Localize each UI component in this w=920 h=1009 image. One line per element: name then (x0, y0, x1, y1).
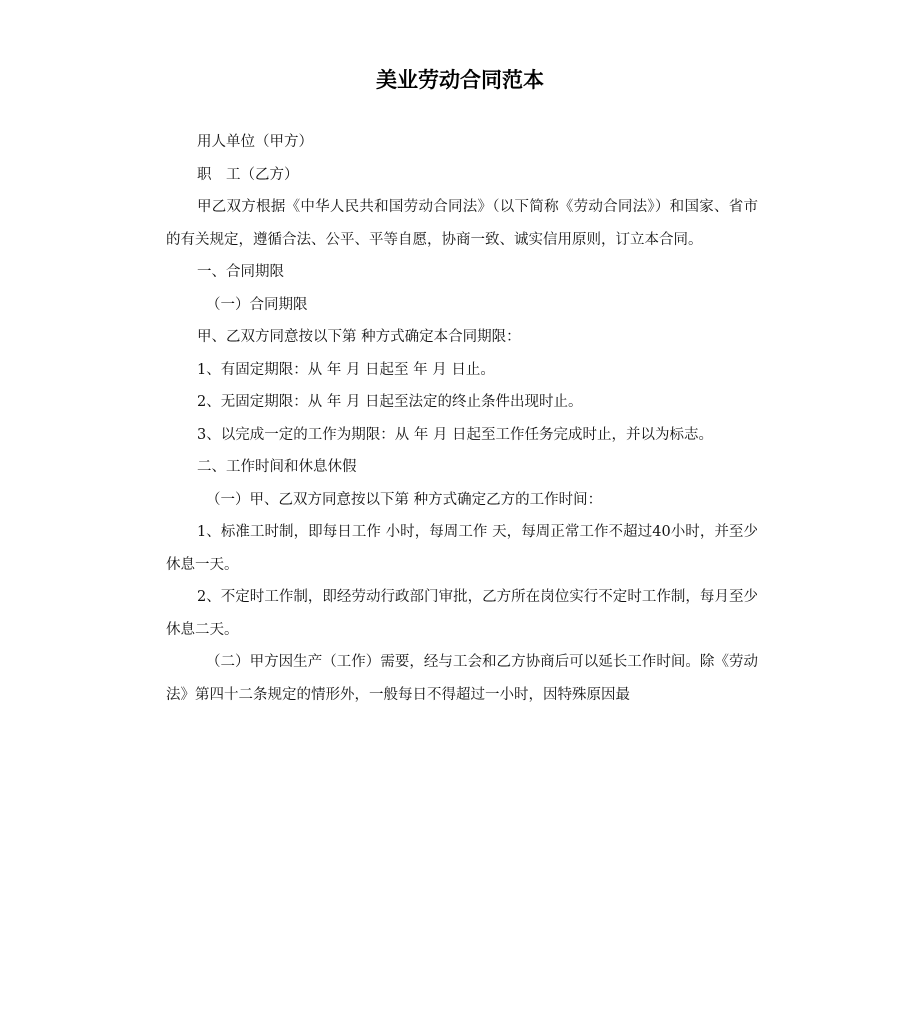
document-body (166, 126, 758, 711)
document-title: 美业劳动合同范本 (376, 68, 544, 92)
paragraph-fixed-term: 1、有固定期限：从 年 月 日起至 年 月 日止。 (197, 361, 495, 378)
paragraph-open-term: 2、无固定期限：从 年 月 日起至法定的终止条件出现时止。 (197, 394, 583, 410)
paragraph-task-term: 3、以完成一定的工作为期限：从 年 月 日起至工作任务完成时止，并以为标志。 (197, 426, 714, 443)
paragraph-term-method: 甲、乙双方同意按以下第 种方式确定本合同期限： (197, 329, 521, 345)
section-heading-working-hours: 二、工作时间和休息休假 (197, 459, 357, 475)
paragraph-standard-hours: 1、标准工时制，即每日工作 小时，每周工作 天，每周正常工作不超过40小时，并至少休息一天。 (166, 524, 758, 573)
paragraph-working-hours-method: （一）甲、乙双方同意按以下第 种方式确定乙方的工作时间： (206, 491, 603, 508)
subsection-heading-contract-term: （一）合同期限 (206, 296, 308, 313)
paragraph-flexible-hours: 2、不定时工作制，即经劳动行政部门审批，乙方所在岗位实行不定时工作制，每月至少休息二天。 (166, 589, 758, 638)
section-heading-contract-term: 一、合同期限 (197, 264, 284, 280)
paragraph-preamble: 甲乙双方根据《中华人民共和国劳动合同法》（以下简称《劳动合同法》）和国家、省市的有关规定，遵循合法、公平、平等自愿，协商一致、诚实信用原则，订立本合同。 (166, 199, 758, 248)
paragraph-employer: 用人单位（甲方） (197, 134, 313, 150)
paragraph-employee: 职 工（乙方） (197, 166, 299, 183)
paragraph-overtime: （二）甲方因生产（工作）需要，经与工会和乙方协商后可以延长工作时间。除《劳动法》第四十二条规定的情形外，一般每日不得超过一小时，因特殊原因最 (166, 654, 758, 703)
